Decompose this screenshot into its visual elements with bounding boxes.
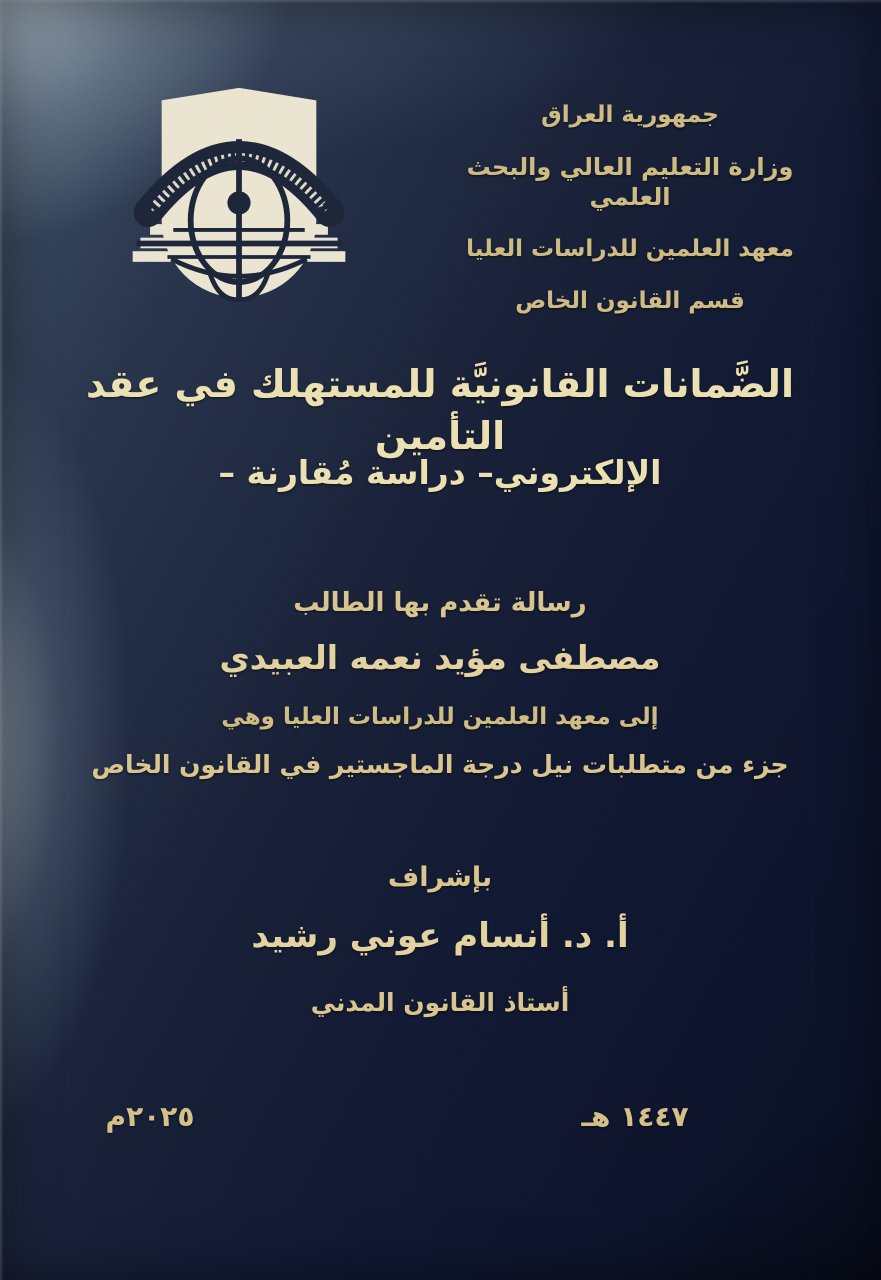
submission-requirement: جزء من متطلبات نيل درجة الماجستير في القانون الخاص: [91, 750, 789, 779]
gregorian-year: ٢٠٢٥م: [105, 1100, 195, 1133]
ministry-line: وزارة التعليم العالي والبحث العلمي: [466, 153, 794, 211]
institute-emblem-graphic: [123, 80, 355, 318]
thesis-title-line2: الإلكتروني– دراسة مُقارنة –: [218, 453, 662, 492]
student-name: مصطفى مؤيد نعمه العبيدي: [219, 638, 661, 677]
institute-line: معهد العلمين للدراسات العليا: [466, 236, 794, 262]
supervision-label: بإشراف: [387, 862, 493, 893]
country-line: جمهورية العراق: [541, 102, 719, 128]
hijri-year: ١٤٤٧ هـ: [581, 1100, 689, 1133]
submission-intro: رسالة تقدم بها الطالب: [293, 588, 587, 618]
institute-emblem: [123, 80, 355, 318]
thesis-title-line1: الضَّمانات القانونيَّة للمستهلك في عقد التأمين: [86, 362, 794, 458]
pen-nib-dot: [227, 191, 250, 214]
institution-header: [430, 100, 830, 316]
submission-to-line: إلى معهد العلمين للدراسات العليا وهي: [221, 704, 659, 730]
supervisor-title: أستاذ القانون المدني: [310, 988, 570, 1017]
department-line: قسم القانون الخاص: [515, 288, 745, 314]
supervisor-name: أ. د. أنسام عوني رشيد: [251, 916, 629, 956]
